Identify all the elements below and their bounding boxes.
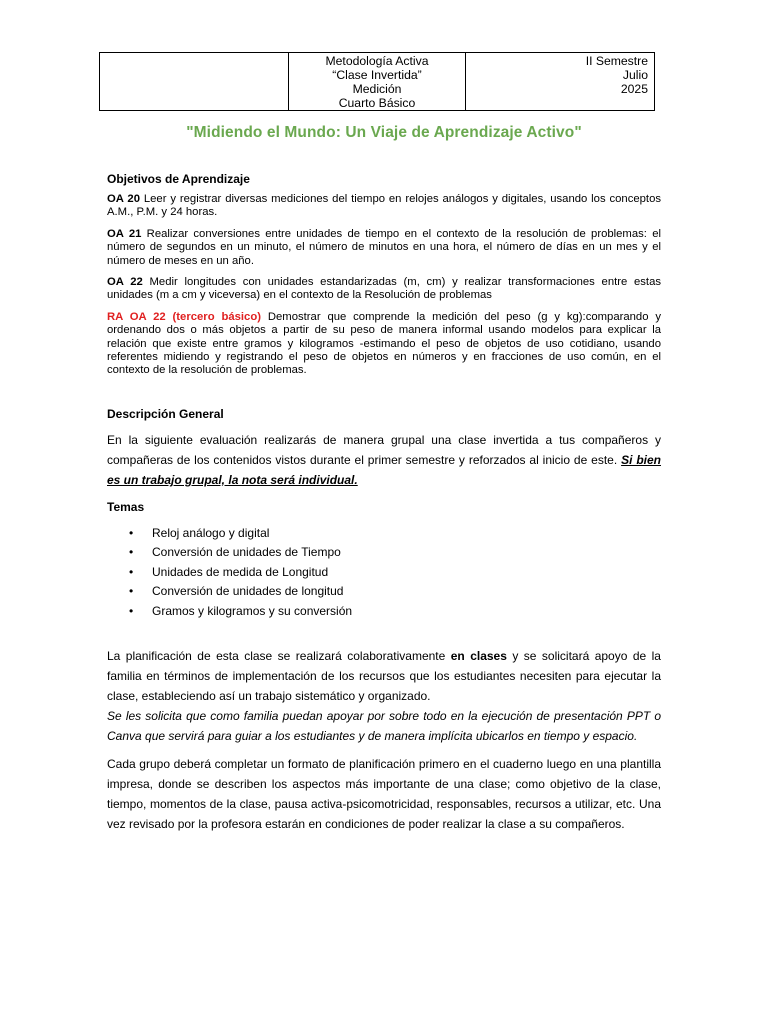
- bullet-icon: •: [129, 584, 134, 599]
- semester-label: II Semestre: [585, 54, 648, 68]
- topic-label: Reloj análogo y digital: [152, 525, 270, 540]
- topic-label: Gramos y kilogramos y su conversión: [152, 603, 353, 618]
- topic-item: [107, 563, 661, 583]
- objective-item: [107, 228, 661, 268]
- bullet-icon: •: [129, 603, 134, 618]
- objective-code: OA 20: [107, 193, 140, 205]
- header-left-cell: [100, 53, 289, 111]
- objective-item: [107, 311, 661, 378]
- document-title: "Midiendo el Mundo: Un Viaje de Aprendizaje Activo": [186, 124, 582, 141]
- bullet-icon: •: [129, 525, 134, 540]
- topic-label: Conversión de unidades de longitud: [152, 584, 344, 599]
- methodology-label: Metodología Activa: [325, 54, 429, 68]
- objective-item: [107, 276, 661, 303]
- objective-code: OA 21: [107, 227, 142, 240]
- objective-code: OA 22: [107, 276, 143, 289]
- topic-item: [107, 582, 661, 602]
- topic-item: [107, 543, 661, 563]
- topic-label: Conversión de unidades de Tiempo: [152, 545, 341, 560]
- topic-item: [107, 602, 661, 622]
- document-body: [107, 172, 661, 834]
- description-paragraph: [107, 430, 661, 490]
- month-label: Julio: [622, 68, 648, 82]
- objective-item: [107, 193, 661, 220]
- description-heading: Descripción General: [107, 406, 224, 421]
- topic-item: [107, 524, 661, 544]
- year-label: 2025: [620, 82, 648, 96]
- grade-label: Cuarto Básico: [338, 96, 416, 110]
- description-text: En la siguiente evaluación realizarás de manera grupal una clase invertida a tus compañeros y compañeras de los contenidos vistos durante el primer semestre y reforzados al inicio de este.: [107, 432, 661, 467]
- objective-text: Leer y registrar diversas mediciones del tiempo en relojes análogos y digitales, usando los conceptos A.M., P.M. y 24 horas.: [107, 193, 661, 219]
- objective-text: Medir longitudes con unidades estandarizadas (m, cm) y realizar transformaciones entre estas unidades (m a cm y viceversa) en el contexto de la Resolución de problemas: [107, 276, 661, 302]
- objectives-heading: Objetivos de Aprendizaje: [107, 172, 250, 186]
- bullet-icon: •: [129, 545, 134, 560]
- planning-text: La planificación de esta clase se realizará colaborativamente: [107, 649, 451, 664]
- objective-code-highlight: RA OA 22 (tercero básico): [107, 310, 262, 323]
- header-right-cell: [466, 53, 655, 111]
- planning-italic: Se les solicita que como familia puedan apoyar por sobre todo en la ejecución de presentación PPT o Canva que servirá para guiar a los estudiantes y de manera implícita ubicarlos en tiempo y espacio.: [107, 709, 661, 744]
- planning-text-continued: y se solicitará apoyo de la familia en términos de implementación de los recursos que los estudiantes necesiten para ejecutar la clase, estableciendo así un trabajo sistemático y organizado.: [107, 649, 661, 704]
- bullet-icon: •: [129, 564, 134, 579]
- header-middle-cell: [289, 53, 466, 111]
- unit-label: Medición: [352, 82, 402, 96]
- planning-bold: en clases: [450, 649, 507, 664]
- header-table: [99, 52, 655, 111]
- class-type-label: “Clase Invertida”: [332, 68, 422, 82]
- group-paragraph: Cada grupo deberá completar un formato de planificación primero en el cuaderno luego en una plantilla impresa, donde se describen los aspectos más importante de una clase; como objetivo de la clase, tiempo, momentos de la clase, pausa activa-psicomotricidad, responsables, recursos a utilizar, etc. Una vez revisado por la profesora estarán en condiciones de poder realizar la clase a su compañeros.: [107, 757, 661, 832]
- planning-paragraph: [107, 646, 661, 746]
- description-emphasis: Si bien es un trabajo grupal, la nota será individual.: [107, 452, 661, 487]
- topic-label: Unidades de medida de Longitud: [152, 564, 329, 579]
- topics-list: [107, 524, 661, 622]
- topics-heading: Temas: [107, 499, 145, 514]
- objective-text: Realizar conversiones entre unidades de tiempo en el contexto de la resolución de problemas: el número de segundos en un minuto, el número de minutos en una hora, el número de días en un mes y el número de meses en un año.: [107, 227, 662, 267]
- objective-text: Demostrar que comprende la medición del peso (g y kg):comparando y ordenando dos o más objetos a partir de su peso de manera informal usando modelos para explicar la relación que existe entre gramos y kilogramos -estimando el peso de objetos de uso cotidiano, usando referentes midiendo y registrando el peso de objetos en números y en fracciones de uso común, en el contexto de la resolución de problemas.: [107, 310, 661, 377]
